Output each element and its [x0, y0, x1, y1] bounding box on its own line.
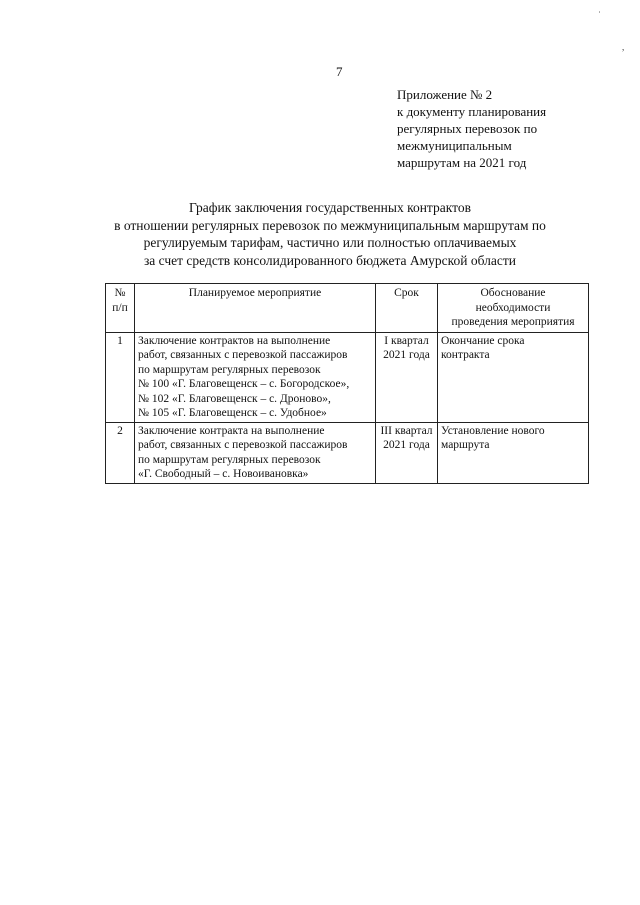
appendix-line: регулярных перевозок по	[397, 121, 538, 136]
row-reason: Установление нового маршрута	[438, 422, 589, 483]
row-term: I квартал 2021 года	[376, 332, 438, 422]
row-reason: Окончание срока контракта	[438, 332, 589, 422]
appendix-line: межмуниципальным	[397, 138, 512, 153]
header-term: Срок	[376, 284, 438, 333]
row-number: 1	[106, 332, 135, 422]
header-number: № п/п	[106, 284, 135, 333]
title-line: регулируемым тарифам, частично или полностью оплачиваемых	[143, 235, 517, 250]
row-number: 2	[106, 422, 135, 483]
table-row	[106, 422, 589, 483]
table-row	[106, 332, 589, 422]
row-activity: Заключение контракта на выполнение работ, связанных с перевозкой пассажиров по маршрутам регулярных перевозок «Г. Свободный – с. Новоивановка»	[135, 422, 376, 483]
row-activity: Заключение контрактов на выполнение работ, связанных с перевозкой пассажиров по маршрутам регулярных перевозок № 100 «Г. Благовещенск – с. Богородское», № 102 «Г. Благовещенск – с. Дроново», № 105 «Г. Благовещенск – с. Удобное»	[135, 332, 376, 422]
appendix-block	[397, 86, 597, 171]
appendix-line: маршрутам на 2021 год	[397, 155, 527, 170]
page-number: 7	[336, 64, 343, 79]
header-reason: Обоснование необходимости проведения мероприятия	[438, 284, 589, 333]
appendix-line: Приложение № 2	[397, 87, 493, 102]
appendix-line: к документу планирования	[397, 104, 547, 119]
title-line: График заключения государственных контрактов	[189, 200, 471, 215]
title-line: за счет средств консолидированного бюджета Амурской области	[143, 252, 517, 268]
row-term: III квартал 2021 года	[376, 422, 438, 483]
title-line: в отношении регулярных перевозок по межмуниципальным маршрутам по	[114, 217, 546, 233]
header-activity: Планируемое мероприятие	[135, 284, 376, 333]
scan-speck: ,	[622, 42, 625, 52]
table-header-row	[106, 284, 589, 333]
scan-speck: ˙	[598, 10, 601, 20]
document-title	[90, 199, 570, 269]
contracts-schedule-table	[105, 283, 589, 484]
